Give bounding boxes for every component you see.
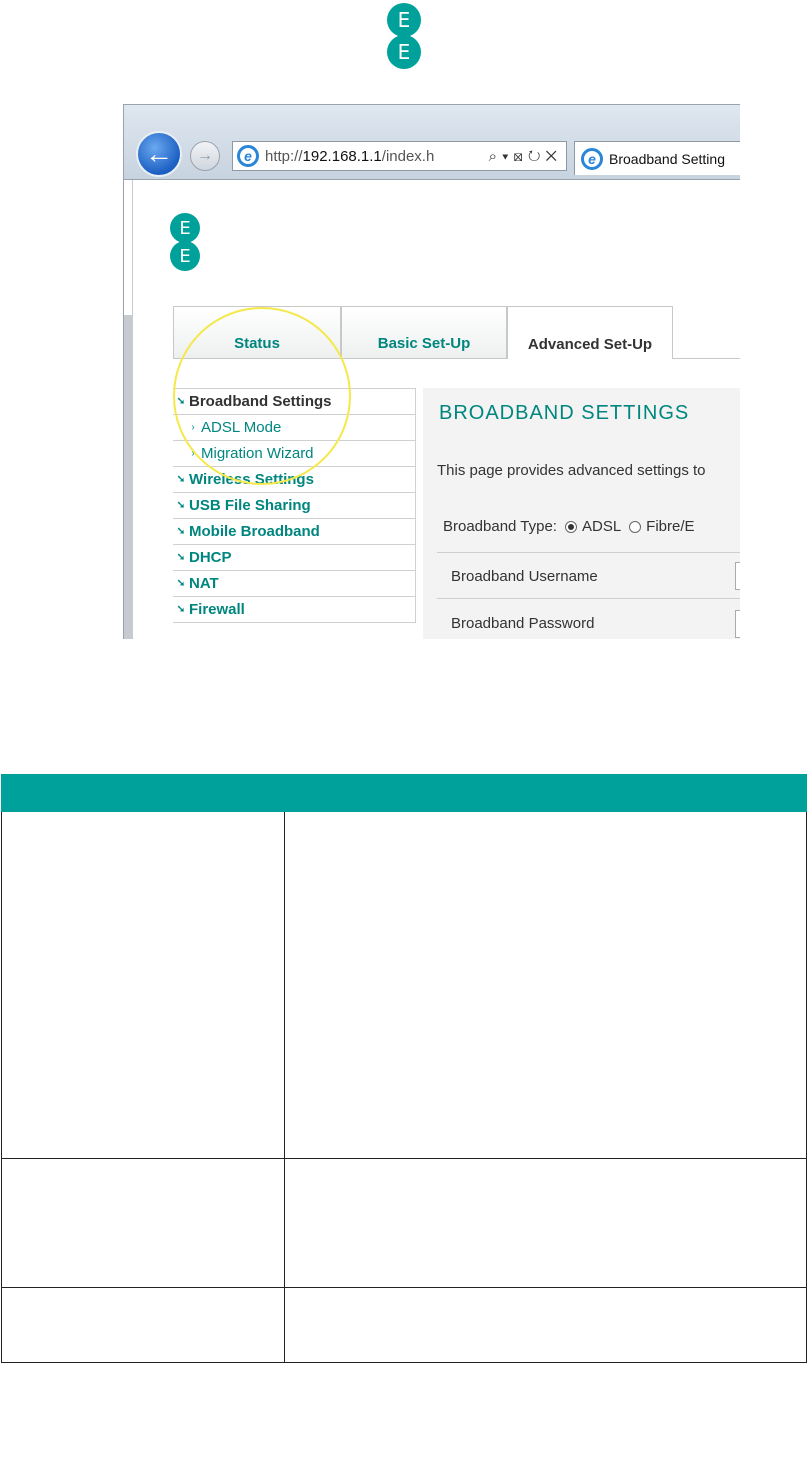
adsl-radio[interactable]	[565, 521, 577, 533]
back-button[interactable]	[136, 131, 182, 177]
scrollbar[interactable]	[124, 315, 132, 639]
table-row	[2, 812, 807, 1159]
sidebar-item-label: NAT	[189, 575, 219, 592]
table-header-cell	[285, 775, 807, 812]
chevron-right-icon: ›	[191, 448, 195, 459]
arrow-down-right-icon: ➘	[176, 396, 186, 407]
table-row	[2, 1288, 807, 1363]
arrow-down-right-icon: ➘	[176, 526, 186, 537]
logo-letter-bottom: E	[170, 241, 200, 271]
browser-tab[interactable]	[574, 141, 740, 175]
intro-text: This page provides advanced settings to	[437, 462, 706, 479]
arrow-down-right-icon: ➘	[176, 604, 186, 615]
sidebar-item-label: USB File Sharing	[189, 497, 311, 514]
sidebar-item-firewall[interactable]	[173, 597, 416, 623]
highlight-circle	[173, 307, 351, 485]
broadband-password-label: Broadband Password	[451, 615, 595, 632]
sidebar-item-label: ADSL Mode	[201, 419, 282, 436]
address-url: http://192.168.1.1/index.h	[265, 147, 435, 165]
internet-explorer-icon: e	[237, 145, 259, 167]
broadband-username-label: Broadband Username	[451, 568, 598, 585]
logo-letter-top: E	[387, 3, 421, 37]
logo-letter-top: E	[170, 213, 200, 243]
table-cell	[2, 1288, 285, 1363]
arrow-left-icon: ←	[145, 138, 173, 169]
table-cell	[285, 1159, 807, 1288]
chevron-right-icon: ›	[191, 422, 195, 433]
table-header-cell	[2, 775, 285, 812]
adsl-radio-label[interactable]: ADSL	[581, 518, 622, 535]
tab-advanced-setup[interactable]: Advanced Set-Up	[507, 306, 673, 359]
logo-letter-bottom: E	[387, 35, 421, 69]
divider	[437, 598, 740, 599]
table-row	[2, 1159, 807, 1288]
table-cell	[285, 812, 807, 1159]
arrow-down-right-icon: ➘	[176, 578, 186, 589]
sidebar-item-dhcp[interactable]	[173, 545, 416, 571]
ee-logo	[170, 213, 200, 269]
page-title: BROADBAND SETTINGS	[439, 402, 690, 424]
divider	[437, 552, 740, 553]
sidebar-item-label: DHCP	[189, 549, 232, 566]
sidebar-item-label: Wireless Settings	[189, 471, 314, 488]
arrow-down-right-icon: ➘	[176, 474, 186, 485]
fibre-radio[interactable]	[629, 521, 641, 533]
internet-explorer-icon: e	[581, 148, 603, 170]
forward-button[interactable]	[190, 141, 220, 171]
browser-tab-title: Broadband Setting	[609, 150, 725, 167]
table-cell	[285, 1288, 807, 1363]
sidebar-item-mobile-broadband[interactable]	[173, 519, 416, 545]
arrow-right-icon: →	[197, 147, 213, 164]
sidebar-item-label: Mobile Broadband	[189, 523, 320, 540]
fibre-radio-label[interactable]: Fibre/E	[646, 518, 695, 535]
sidebar-item-nat[interactable]	[173, 571, 416, 597]
table-header-row	[2, 775, 807, 812]
sidebar-item-label: Firewall	[189, 601, 245, 618]
main-panel	[423, 388, 740, 639]
sidebar-item-usb-file-sharing[interactable]	[173, 493, 416, 519]
table-cell	[2, 1159, 285, 1288]
ee-logo	[387, 3, 421, 67]
sidebar-item-label: Broadband Settings	[189, 393, 332, 410]
address-bar[interactable]	[232, 141, 567, 171]
broadband-password-input[interactable]	[735, 610, 740, 638]
broadband-type-label: Broadband Type:	[443, 518, 557, 535]
info-table	[1, 774, 807, 1363]
tab-status[interactable]: Status	[173, 306, 341, 358]
arrow-down-right-icon: ➘	[176, 500, 186, 511]
arrow-down-right-icon: ➘	[176, 552, 186, 563]
sidebar-item-label: Migration Wizard	[201, 445, 314, 462]
table-cell	[2, 812, 285, 1159]
address-tools-icons[interactable]: ⌕▾⊠↻✕	[488, 147, 562, 165]
tab-basic-setup[interactable]: Basic Set-Up	[341, 306, 507, 358]
broadband-type-row	[443, 518, 695, 535]
browser-toolbar	[124, 105, 740, 180]
broadband-username-input[interactable]	[735, 562, 740, 590]
